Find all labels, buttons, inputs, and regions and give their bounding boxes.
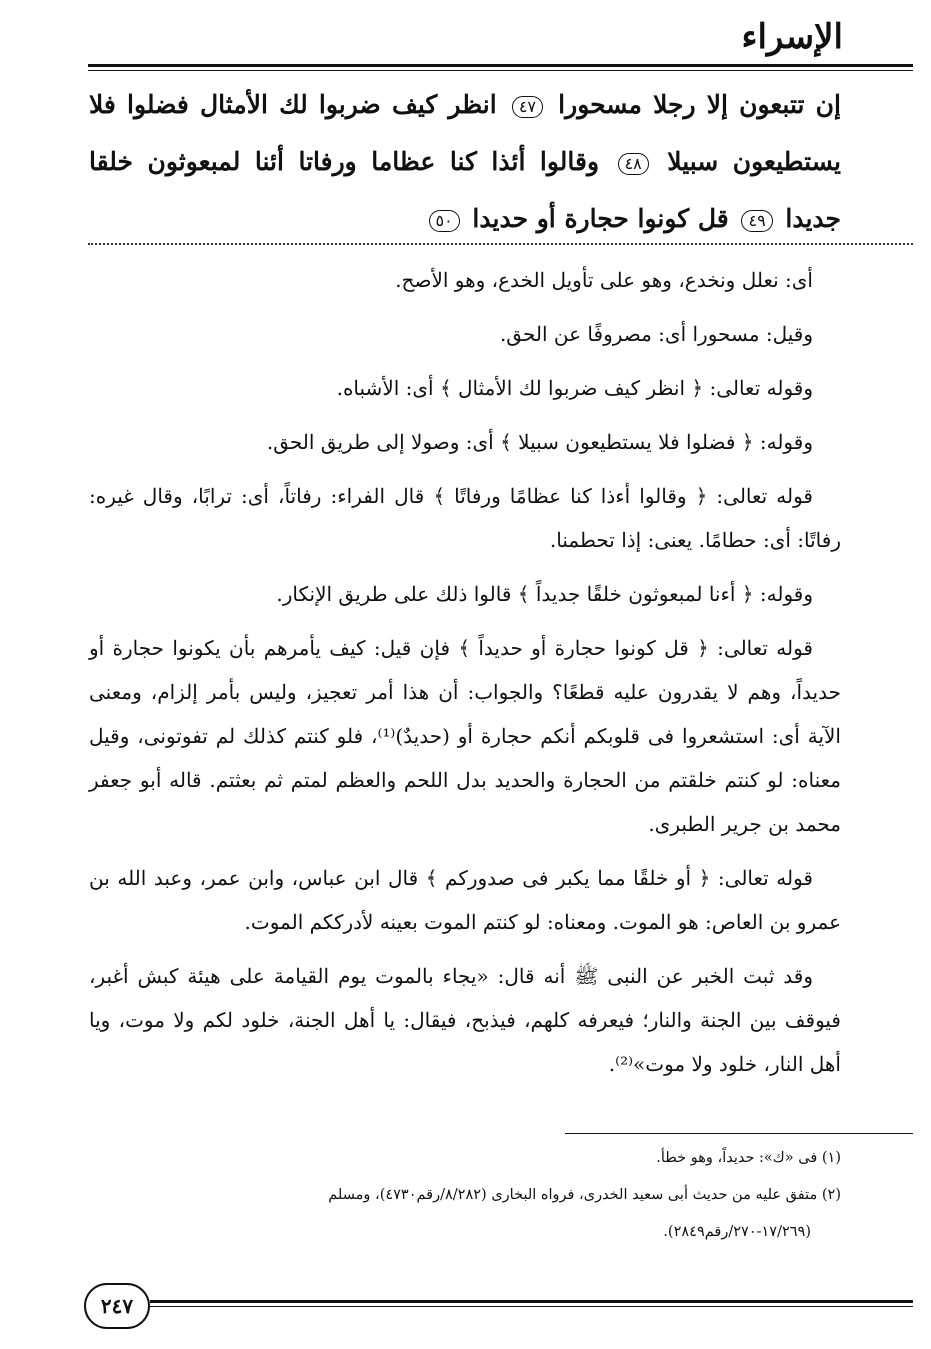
verse-text: انظر كيف ضربوا لك الأمثال فضلوا فلا يستطيعون سبيلا: [89, 90, 841, 176]
footnote-1: (١) فى «ك»: حديداً، وهو خطأ.: [656, 1150, 841, 1166]
verse-text: وقالوا أئذا كنا عظاما ورفاتا أئنا لمبعوثون خلقا جديدا: [89, 147, 841, 233]
commentary-body: [89, 258, 841, 1096]
paragraph: وقد ثبت الخبر عن النبى ﷺ أنه قال: «يجاء بالموت يوم القيامة على هيئة كبش أغبر، فيوقف بين الجنة والنار؛ فيعرفه كلهم، فيذبح، فيقال: يا أهل الجنة، خلود لكم ولا موت، ويا أهل النار، خلود ولا موت»⁽²⁾.: [89, 964, 841, 1076]
paragraph: وقوله تعالى: ﴿ انظر كيف ضربوا لك الأمثال ﴾ أى: الأشباه.: [336, 376, 813, 400]
page-number: ٢٤٧: [84, 1283, 150, 1329]
footer-rule-thin: [150, 1306, 913, 1307]
header-rule-thick: [88, 64, 913, 67]
ayah-marker-50: ٥٠: [429, 210, 460, 232]
paragraph: قوله تعالى: ﴿ قل كونوا حجارة أو حديداً ﴾ فإن قيل: كيف يأمرهم بأن يكونوا حجارة أو حديداً، وهم لا يقدرون عليه قطعًا؟ والجواب: أن هذا أمر تعجيز، وليس بأمر إلزام، ومعنى الآية أى: استشعروا فى قلوبكم أنكم حجارة أو (حديدٌ)⁽¹⁾، فلو كنتم كذلك لم تفوتونى، وقيل معناه: لو كنتم خلقتم من الحجارة والحديد بدل اللحم والعظم لمتم ثم بعثتم. قاله أبو جعفر محمد بن جرير الطبرى.: [89, 636, 841, 836]
ayah-marker-47: ٤٧: [512, 96, 543, 118]
verse-separator-rule: [88, 243, 913, 245]
footer-rule-thick: [150, 1300, 913, 1303]
surah-title: الإسراء: [741, 17, 843, 57]
footnote-separator: [565, 1133, 913, 1134]
header-rule-thin: [88, 70, 913, 71]
ayah-marker-49: ٤٩: [741, 210, 772, 232]
paragraph: وقيل: مسحورا أى: مصروفًا عن الحق.: [499, 322, 813, 346]
paragraph: وقوله: ﴿ فضلوا فلا يستطيعون سبيلا ﴾ أى: وصولا إلى طريق الحق.: [266, 430, 813, 454]
footnotes: [89, 1142, 841, 1253]
ayah-marker-48: ٤٨: [618, 153, 649, 175]
footnote-2: (٢) متفق عليه من حديث أبى سعيد الخدرى، فرواه البخارى (٨/٢٨٢/رقم٤٧٣٠)، ومسلم: [328, 1187, 841, 1203]
paragraph: قوله تعالى: ﴿ أو خلقًا مما يكبر فى صدوركم ﴾ قال ابن عباس، وابن عمر، وعبد الله بن عمرو بن العاص: هو الموت. ومعناه: لو كنتم الموت بعينه لأدرككم الموت.: [89, 866, 841, 934]
verse-text: إن تتبعون إلا رجلا مسحورا: [558, 90, 841, 119]
quran-verses: [89, 76, 841, 247]
footnote-2-continuation: (١٧/٢٦٩-٢٧٠/رقم٢٨٤٩).: [663, 1224, 811, 1240]
paragraph: أى: نعلل ونخدع، وهو على تأويل الخدع، وهو الأصح.: [395, 268, 813, 292]
paragraph: وقوله: ﴿ أءنا لمبعوثون خلقًا جديداً ﴾ قالوا ذلك على طريق الإنكار.: [276, 582, 813, 606]
paragraph: قوله تعالى: ﴿ وقالوا أءذا كنا عظامًا ورفاتًا ﴾ قال الفراء: رفاتاً، أى: ترابًا، وقال غيره: رفاتًا: أى: حطامًا. يعنى: إذا تحطمنا.: [89, 484, 841, 552]
verse-text: قل كونوا حجارة أو حديدا: [472, 204, 729, 233]
